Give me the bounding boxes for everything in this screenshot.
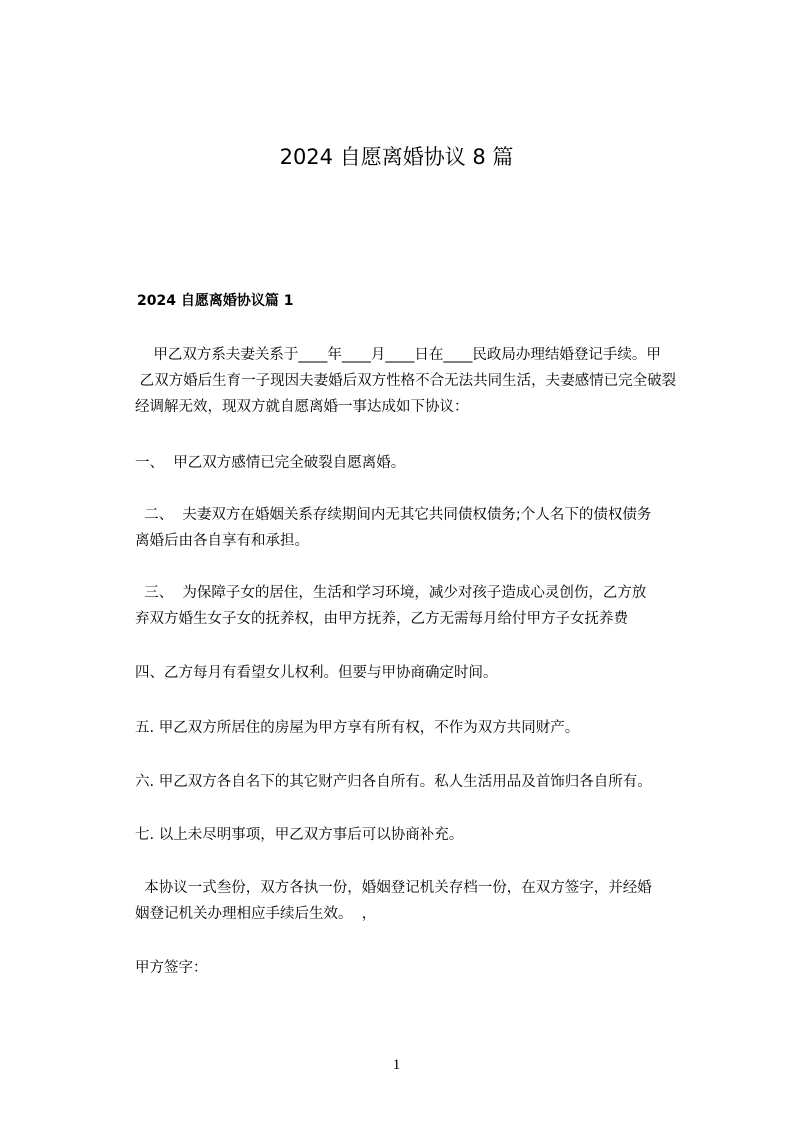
document-title: 2024 自愿离婚协议 8 篇 <box>279 145 514 169</box>
paragraph-line: 五. 甲乙双方所居住的房屋为甲方享有所有权，不作为双方共同财产。 <box>135 720 580 736</box>
section-heading: 2024 自愿离婚协议篇 1 <box>137 293 294 309</box>
intro-paragraph <box>135 342 715 420</box>
paragraph-line: 三、 为保障子女的居住，生活和学习环境，减少对孩子造成心灵创伤，乙方放 <box>135 585 647 601</box>
paragraph-line: 离婚后由各自享有和承担。 <box>135 533 309 549</box>
paragraph-line: 甲乙双方系夫妻关系于____年____月____日在____民政局办理结婚登记手续。甲 <box>135 347 661 363</box>
paragraph-line: 甲方签字： <box>135 960 208 976</box>
paragraph-line: 六. 甲乙双方各自名下的其它财产归各自所有。私人生活用品及首饰归各自所有。 <box>135 774 652 790</box>
paragraph-line: 一、 甲乙双方感情已完全破裂自愿离婚。 <box>135 455 406 471</box>
clause-4-paragraph <box>135 660 715 686</box>
clause-2-paragraph <box>135 502 715 554</box>
paragraph-line: 四、乙方每月有看望女儿权利。但要与甲协商确定时间。 <box>135 665 498 681</box>
paragraph-line: 七. 以上未尽明事项，甲乙双方事后可以协商补充。 <box>135 827 464 843</box>
paragraph-line: 弃双方婚生女子女的抚养权，由甲方抚养，乙方无需每月给付甲方子女抚养费 <box>135 611 628 627</box>
paragraph-line: 本协议一式叁份，双方各执一份，婚姻登记机关存档一份，在双方签字，并经婚 <box>135 880 652 896</box>
clause-3-paragraph <box>135 580 715 632</box>
clause-5-paragraph <box>135 715 715 741</box>
paragraph-line: 二、 夫妻双方在婚姻关系存续期间内无其它共同债权债务;个人名下的债权债务 <box>135 507 652 523</box>
clause-1-paragraph <box>135 450 715 476</box>
page-number: 1 <box>392 1057 401 1073</box>
effective-paragraph <box>135 875 715 927</box>
paragraph-line: 经调解无效，现双方就自愿离婚一事达成如下协议： <box>135 399 469 415</box>
clause-7-paragraph <box>135 822 715 848</box>
signature-line-party-a <box>135 955 715 981</box>
clause-6-paragraph <box>135 769 715 795</box>
paragraph-line: 乙双方婚后生育一子现因夫妻婚后双方性格不合无法共同生活，夫妻感情已完全破裂 <box>135 373 677 389</box>
paragraph-line: 姻登记机关办理相应手续后生效。 ， <box>135 906 377 922</box>
